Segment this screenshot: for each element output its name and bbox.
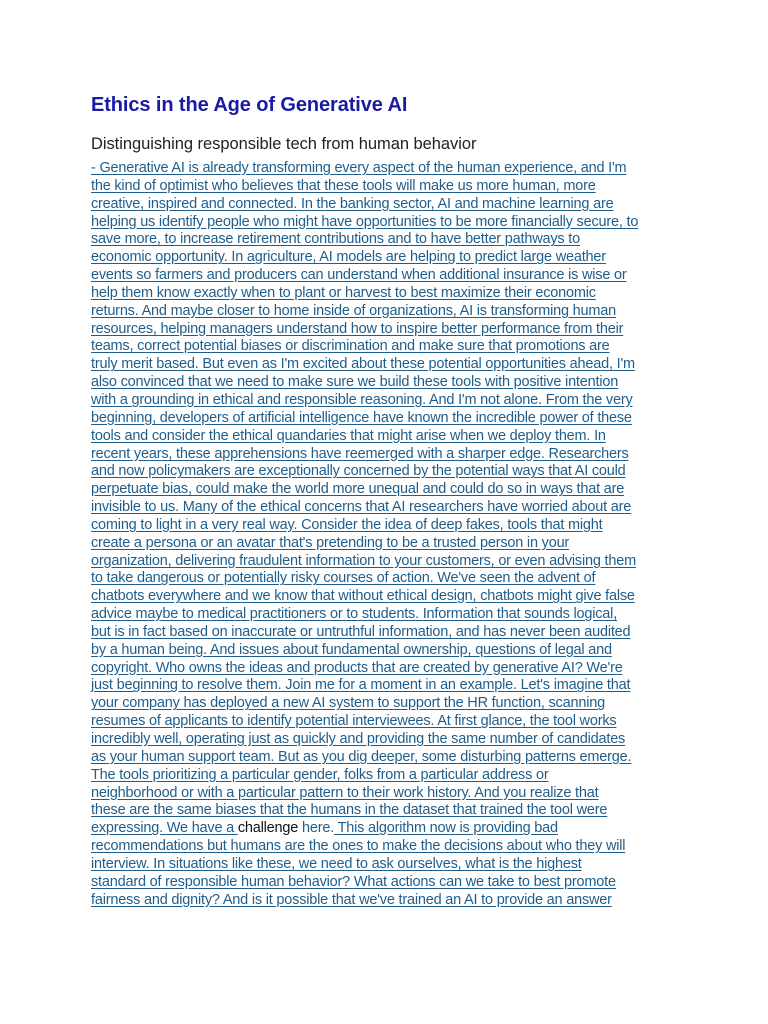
transcript-line[interactable]: copyright. Who owns the ideas and products that are created by generative AI? We're bbox=[91, 659, 623, 676]
transcript-line[interactable]: recent years, these apprehensions have reemerged with a sharper edge. Researchers bbox=[91, 445, 629, 462]
transcript-line-highlight[interactable] bbox=[91, 820, 691, 838]
transcript-line[interactable]: advice maybe to medical practitioners or to students. Information that sounds logical, bbox=[91, 606, 618, 623]
transcript-lines-after[interactable] bbox=[91, 838, 691, 909]
transcript-line[interactable]: your company has deployed a new AI system to support the HR function, scanning bbox=[91, 695, 605, 712]
transcript-line[interactable]: resumes of applicants to identify potential interviewees. At first glance, the tool works bbox=[91, 713, 617, 730]
transcript-line[interactable]: also convinced that we need to make sure we build these tools with positive intention bbox=[91, 374, 619, 391]
plain-word-after: here. bbox=[298, 820, 335, 837]
transcript-line[interactable]: coming to light in a very real way. Consider the idea of deep fakes, tools that might bbox=[91, 516, 603, 533]
transcript-line[interactable]: neighborhood or with a particular pattern to their work history. And you realize that bbox=[91, 784, 599, 801]
page-title: Ethics in the Age of Generative AI bbox=[91, 94, 408, 116]
transcript-line[interactable]: creative, inspired and connected. In the banking sector, AI and machine learning are bbox=[91, 195, 614, 212]
transcript-line[interactable]: beginning, developers of artificial intelligence have known the incredible power of these bbox=[91, 409, 632, 426]
transcript-line[interactable]: events so farmers and producers can understand when additional insurance is wise or bbox=[91, 267, 627, 284]
transcript-line[interactable]: incredibly well, operating just as quickly and providing the same number of candidates bbox=[91, 731, 626, 747]
transcript-line[interactable]: chatbots everywhere and we know that without ethical design, chatbots might give false bbox=[91, 588, 635, 605]
transcript-link-segment[interactable]: This algorithm now is providing bad bbox=[334, 820, 558, 837]
transcript-line[interactable]: the kind of optimist who believes that these tools will make us more human, more bbox=[91, 177, 596, 194]
transcript-line[interactable]: help them know exactly when to plant or harvest to best maximize their economic bbox=[91, 284, 596, 301]
transcript-link-segment[interactable]: expressing. We have a bbox=[91, 820, 238, 837]
transcript-line[interactable]: economic opportunity. In agriculture, AI models are helping to predict large weather bbox=[91, 249, 606, 266]
transcript-line[interactable]: interview. In situations like these, we need to ask ourselves, what is the highest bbox=[91, 855, 582, 872]
transcript-line[interactable]: organization, delivering fraudulent information to your customers, or even advising them bbox=[91, 552, 636, 569]
transcript-body[interactable] bbox=[91, 160, 691, 909]
transcript-line[interactable]: to take dangerous or potentially risky courses of action. We've seen the advent of bbox=[91, 570, 596, 587]
transcript-line[interactable]: invisible to us. Many of the ethical concerns that AI researchers have worried about are bbox=[91, 499, 632, 516]
transcript-line[interactable]: as your human support team. But as you dig deeper, some disturbing patterns emerge. bbox=[91, 748, 632, 765]
transcript-line[interactable]: - Generative AI is already transforming every aspect of the human experience, and I'm bbox=[91, 160, 627, 176]
plain-word: challenge bbox=[237, 820, 299, 837]
transcript-line[interactable]: The tools prioritizing a particular gender, folks from a particular address or bbox=[91, 766, 549, 783]
transcript-line[interactable]: teams, correct potential biases or discrimination and make sure that promotions are bbox=[91, 338, 610, 355]
document-page bbox=[91, 92, 691, 909]
transcript-line[interactable]: but is in fact based on inaccurate or untruthful information, and has never been audited bbox=[91, 623, 631, 640]
transcript-line[interactable]: just beginning to resolve them. Join me for a moment in an example. Let's imagine that bbox=[91, 677, 631, 694]
transcript-line[interactable]: and now policymakers are exceptionally concerned by the potential ways that AI could bbox=[91, 463, 626, 480]
transcript-line[interactable]: create a persona or an avatar that's pretending to be a trusted person in your bbox=[91, 534, 570, 551]
transcript-line[interactable]: helping us identify people who might have opportunities to be more financially secure, to bbox=[91, 213, 639, 230]
transcript-line[interactable]: truly merit based. But even as I'm excited about these potential opportunities ahead, I'm bbox=[91, 356, 635, 373]
transcript-line[interactable]: tools and consider the ethical quandaries that might arise when we deploy them. In bbox=[91, 427, 606, 444]
transcript-lines[interactable] bbox=[91, 160, 691, 820]
transcript-line[interactable]: these are the same biases that the humans in the dataset that trained the tool were bbox=[91, 802, 608, 819]
transcript-line[interactable]: recommendations but humans are the ones to make the decisions about who they will bbox=[91, 838, 626, 855]
transcript-line[interactable]: standard of responsible human behavior? What actions can we take to best promote bbox=[91, 873, 616, 890]
transcript-line[interactable]: save more, to increase retirement contributions and to have better pathways to bbox=[91, 231, 580, 248]
transcript-line[interactable]: returns. And maybe closer to home inside of organizations, AI is transforming human bbox=[91, 302, 617, 319]
transcript-line[interactable]: by a human being. And issues about fundamental ownership, questions of legal and bbox=[91, 641, 612, 658]
transcript-line[interactable]: with a grounding in ethical and responsible reasoning. And I'm not alone. From the very bbox=[91, 391, 633, 408]
page-subtitle: Distinguishing responsible tech from human behavior bbox=[91, 135, 477, 153]
transcript-line[interactable]: perpetuate bias, could make the world more unequal and could do so in ways that are bbox=[91, 481, 625, 498]
transcript-line[interactable]: resources, helping managers understand how to inspire better performance from their bbox=[91, 320, 624, 337]
transcript-line[interactable]: fairness and dignity? And is it possible that we've trained an AI to provide an answer bbox=[91, 891, 612, 908]
